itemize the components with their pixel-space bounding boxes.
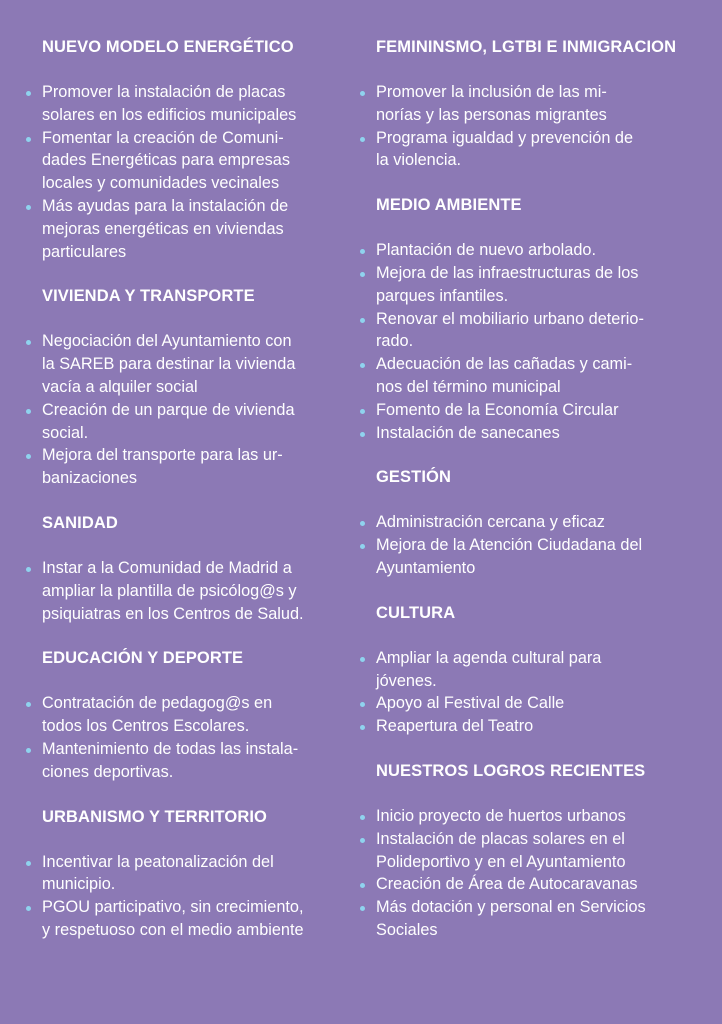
list-item-line: y respetuoso con el medio ambiente [42,920,304,939]
list-item-line: solares en los edificios municipales [42,105,297,124]
bullet-dot-icon [360,432,365,437]
list-item [24,81,360,127]
bullet-list [24,557,360,625]
bullet-dot-icon [360,318,365,323]
section-vivienda-y-transporte [24,285,360,490]
list-item-line: municipio. [42,875,116,894]
list-item-line: vacía a alquiler social [42,377,198,396]
list-item [24,896,360,942]
list-item-line: dades Energéticas para empresas [42,151,290,170]
list-item-line: Mantenimiento de todas las instala- [42,739,299,758]
section-spacer [24,263,360,285]
bullet-dot-icon [26,567,31,572]
bullet-list [358,81,708,172]
list-item-line: Mejora de las infraestructuras de los [376,263,639,282]
list-item-line: banizaciones [42,469,138,488]
bullet-list [358,239,708,444]
bullet-list [24,330,360,490]
list-item [24,399,360,445]
bullet-list [24,81,360,263]
list-item [358,873,708,896]
list-item-line: PGOU participativo, sin crecimiento, [42,898,304,917]
section-femininsmo-lgtbi-e-inmigracion [358,36,708,172]
bullet-dot-icon [360,363,365,368]
list-item-line: Fomentar la creación de Comuni- [42,128,284,147]
section-spacer [358,738,708,760]
section-heading: CULTURA [376,603,456,622]
bullet-dot-icon [26,91,31,96]
list-item-line: Apoyo al Festival de Calle [376,694,565,713]
list-item [358,805,708,828]
list-item [358,715,708,738]
bullet-dot-icon [26,861,31,866]
section-heading: VIVIENDA Y TRANSPORTE [42,287,255,306]
bullet-dot-icon [360,725,365,730]
list-item-line: Negociación del Ayuntamiento con [42,332,292,351]
section-heading: MEDIO AMBIENTE [376,196,522,215]
section-heading: FEMININSMO, LGTBI E INMIGRACION [376,38,677,56]
bullet-dot-icon [360,906,365,911]
section-nuestros-logros-recientes [358,760,708,942]
list-item [24,851,360,897]
section-heading: NUEVO MODELO ENERGÉTICO [42,38,294,56]
bullet-dot-icon [360,249,365,254]
list-item [24,195,360,263]
section-heading: GESTIÓN [376,468,451,487]
bullet-dot-icon [360,883,365,888]
list-item-line: Promover la instalación de placas [42,83,286,101]
bullet-dot-icon [360,838,365,843]
bullet-dot-icon [360,272,365,277]
list-item-line: Ampliar la agenda cultural para [376,648,602,667]
list-item-line: Instalación de placas solares en el [376,829,625,848]
list-item [24,127,360,195]
list-item-line: todos los Centros Escolares. [42,717,250,736]
bullet-list [358,805,708,942]
list-item-line: locales y comunidades vecinales [42,174,280,193]
list-item-line: Mejora del transporte para las ur- [42,446,283,465]
section-spacer [358,444,708,466]
section-urbanismo-y-territorio [24,806,360,942]
section-spacer [24,490,360,512]
list-item [358,262,708,308]
list-item-line: Creación de un parque de vivienda [42,400,295,419]
list-item [24,692,360,738]
list-item [358,534,708,580]
section-spacer [24,625,360,647]
section-sanidad [24,512,360,625]
list-item-line: Fomento de la Economía Circular [376,400,619,419]
list-item [358,422,708,445]
list-item [358,896,708,942]
list-item [358,511,708,534]
bullet-dot-icon [26,748,31,753]
section-spacer [24,784,360,806]
list-item-line: Instar a la Comunidad de Madrid a [42,558,292,577]
list-item-line: Más ayudas para la instalación de [42,196,289,215]
bullet-dot-icon [26,702,31,707]
bullet-list [24,692,360,783]
list-item-line: jóvenes. [376,671,437,690]
bullet-dot-icon [360,815,365,820]
section-heading: NUESTROS LOGROS RECIENTES [376,761,646,780]
bullet-dot-icon [26,137,31,142]
bullet-dot-icon [360,137,365,142]
section-gestion [358,466,708,579]
bullet-dot-icon [26,454,31,459]
bullet-dot-icon [360,657,365,662]
section-medio-ambiente [358,194,708,444]
list-item-line: Inicio proyecto de huertos urbanos [376,806,626,825]
section-heading: SANIDAD [42,513,118,532]
bullet-list [24,851,360,942]
list-item-line: Ayuntamiento [376,558,476,577]
list-item-line: Sociales [376,920,438,939]
bullet-dot-icon [360,409,365,414]
list-item-line: Contratación de pedagog@s en [42,694,273,713]
bullet-dot-icon [360,702,365,707]
bullet-dot-icon [26,205,31,210]
list-item-line: rado. [376,332,414,351]
list-item [358,127,708,173]
section-educacion-y-deporte [24,647,360,783]
list-item-line: Incentivar la peatonalización del [42,852,274,871]
section-spacer [358,580,708,602]
section-spacer [358,172,708,194]
list-item-line: Administración cercana y eficaz [376,513,605,532]
bullet-dot-icon [26,340,31,345]
bullet-list [358,511,708,579]
list-item-line: psiquiatras en los Centros de Salud. [42,604,304,623]
list-item [358,239,708,262]
list-item [358,399,708,422]
list-item-line: parques infantiles. [376,286,509,305]
list-item-line: Renovar el mobiliario urbano deterio- [376,309,644,328]
section-nuevo-modelo-energetico [24,36,360,263]
list-item-line: Promover la inclusión de las mi- [376,83,607,101]
bullet-dot-icon [360,544,365,549]
list-item [358,647,708,693]
bullet-dot-icon [26,409,31,414]
list-item-line: Adecuación de las cañadas y cami- [376,355,633,374]
section-heading: URBANISMO Y TERRITORIO [42,807,267,826]
list-item-line: social. [42,423,89,442]
section-cultura [358,602,708,738]
left-column [24,36,360,942]
list-item [24,444,360,490]
list-item-line: Creación de Área de Autocaravanas [376,875,638,894]
list-item-line: Mejora de la Atención Ciudadana del [376,536,643,555]
bullet-list [358,647,708,738]
list-item [358,353,708,399]
bullet-dot-icon [26,906,31,911]
list-item-line: mejoras energéticas en viviendas [42,219,284,238]
list-item-line: Plantación de nuevo arbolado. [376,241,596,260]
bullet-dot-icon [360,91,365,96]
bullet-dot-icon [360,521,365,526]
list-item [358,81,708,127]
list-item-line: Programa igualdad y prevención de [376,128,634,147]
list-item-line: ciones deportivas. [42,762,174,781]
list-item [24,738,360,784]
list-item [358,692,708,715]
list-item [358,828,708,874]
section-heading: EDUCACIÓN Y DEPORTE [42,649,244,668]
list-item-line: Instalación de sanecanes [376,423,560,442]
list-item-line: Reapertura del Teatro [376,717,534,736]
list-item [24,557,360,625]
list-item-line: norías y las personas migrantes [376,105,607,124]
list-item-line: ampliar la plantilla de psicólog@s y [42,581,297,600]
list-item-line: particulares [42,242,127,261]
right-column [358,36,708,942]
list-item-line: Polideportivo y en el Ayuntamiento [376,852,626,871]
list-item [358,308,708,354]
list-item [24,330,360,398]
list-item-line: la SAREB para destinar la vivienda [42,355,296,374]
list-item-line: nos del término municipal [376,377,561,396]
list-item-line: Más dotación y personal en Servicios [376,898,646,917]
list-item-line: la violencia. [376,151,462,170]
